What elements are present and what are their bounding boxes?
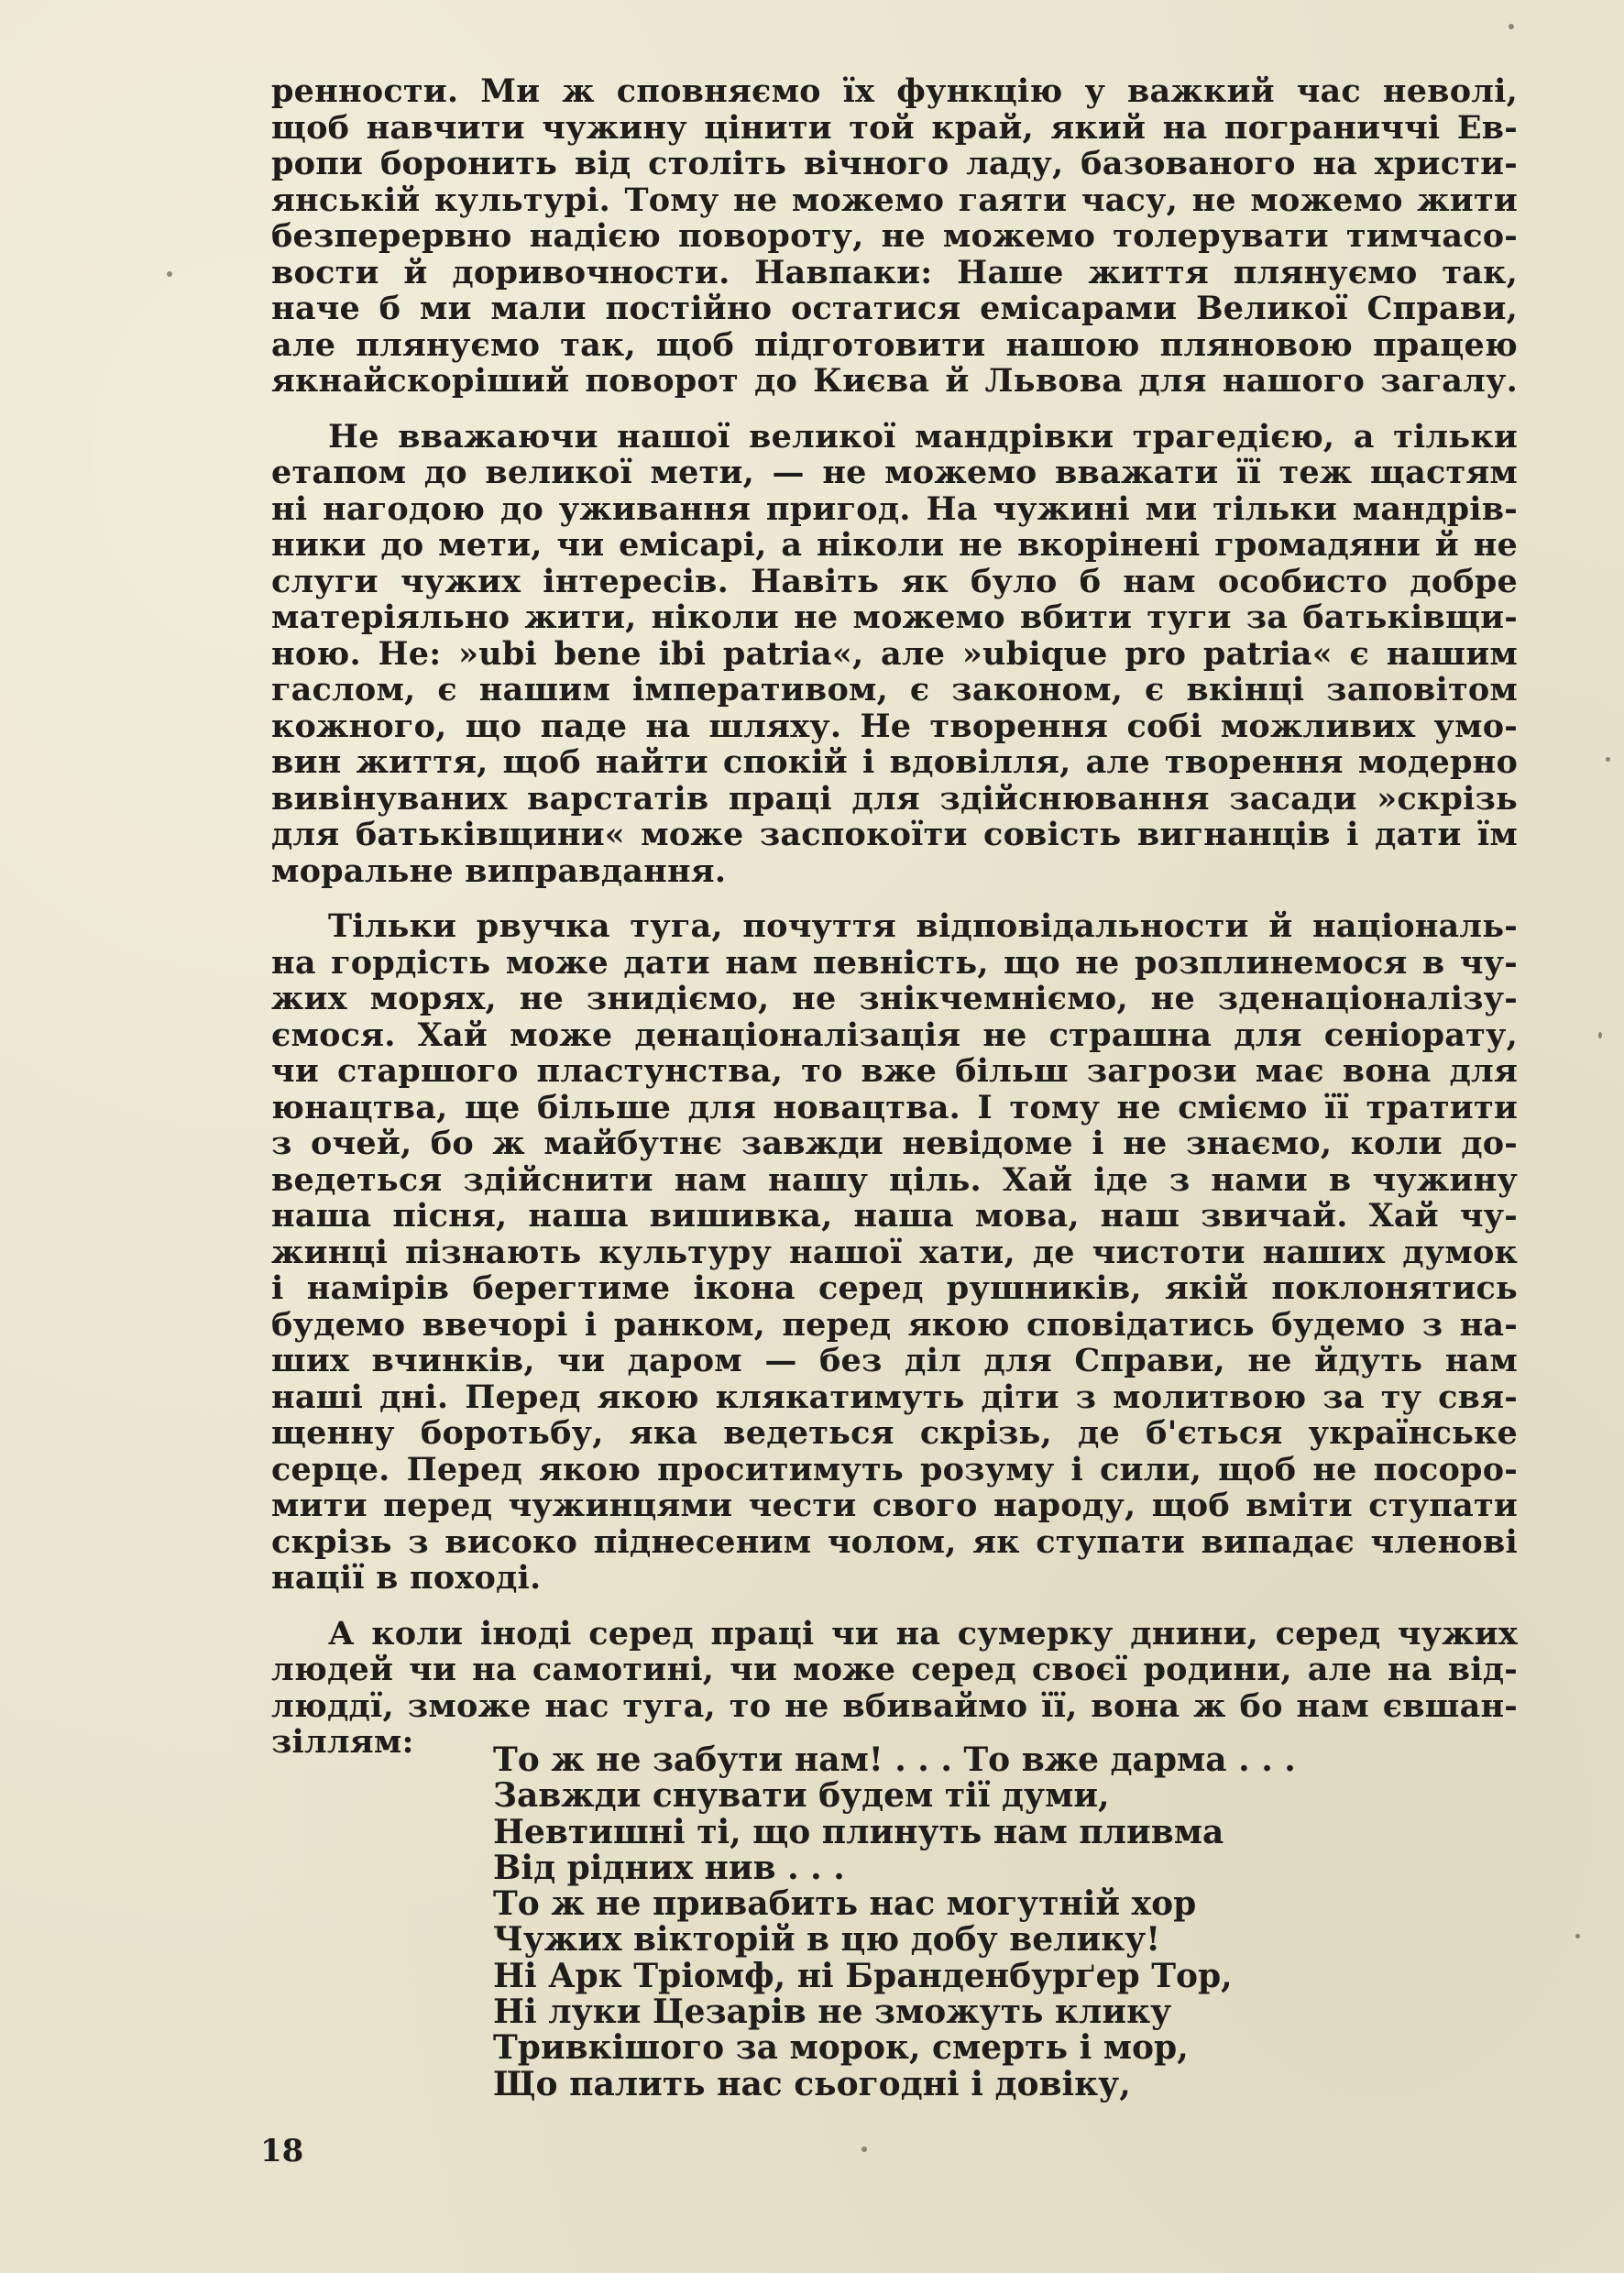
scan-speck	[1575, 1934, 1580, 1938]
text-line: наша пісня, наша вишивка, наша мова, наш звичай. Хай чу-	[271, 1197, 1518, 1235]
poem-line: Завжди снувати будем тії думи,	[493, 1776, 1110, 1816]
text-line: кожного, що паде на шляху. Не творення собі можливих умо-	[271, 707, 1518, 745]
text-line: вивінуваних варстатів праці для здійснювання засади »скрізь	[271, 779, 1518, 818]
text-line: вин життя, щоб найти спокій і вдовілля, але творення модерно	[271, 743, 1518, 781]
paragraph-3	[271, 908, 1518, 1597]
text-line: жинці пізнають культуру нашої хати, де чистоти наших думок	[271, 1233, 1518, 1271]
page-number: 18	[260, 2133, 304, 2169]
paragraph-4	[271, 1616, 1518, 1761]
poem-line: То ж не забути нам! . . . То вже дарма . . .	[493, 1740, 1296, 1779]
text-line: щоб навчити чужину цінити той край, який на пограниччі Ев-	[271, 108, 1518, 147]
text-line: зіллям:	[271, 1723, 414, 1761]
text-line: скрізь з високо піднесеним чолом, як ступати випадає членові	[271, 1522, 1518, 1561]
scan-speck	[1606, 757, 1610, 762]
text-line: ведеться здійснити нам нашу ціль. Хай іде з нами в чужину	[271, 1160, 1518, 1199]
text-line: Тільки рвучка туга, почуття відповідальности й національ-	[328, 907, 1518, 945]
poem-line: Тривкішого за морок, смерть і мор,	[493, 2028, 1189, 2068]
text-line: серце. Перед якою проситимуть розуму і сили, щоб не посоро-	[271, 1450, 1518, 1488]
text-line: нації в поході.	[271, 1559, 542, 1597]
paragraph-1	[271, 73, 1518, 400]
text-line: чи старшого пластунства, то вже більш загрози має вона для	[271, 1052, 1518, 1090]
text-line: людей чи на самотині, чи може серед своєї родини, але на від-	[271, 1651, 1518, 1688]
text-line: ємося. Хай може денаціоналізація не страшна для сеніорату,	[271, 1016, 1518, 1054]
paragraph-2	[271, 419, 1518, 890]
text-line: наче б ми мали постійно остатися емісарами Великої Справи,	[271, 290, 1518, 327]
paragraph-gap	[271, 400, 1518, 419]
scan-speck	[1509, 24, 1514, 29]
text-line: ших вчинків, чи даром — без діл для Справи, не йдуть нам	[271, 1342, 1518, 1379]
text-line: безперервно надією повороту, не можемо толерувати тимчасо-	[271, 217, 1518, 255]
text-line: ники до мети, чи емісарі, а ніколи не вкорінені громадяни й не	[271, 526, 1518, 564]
text-line: Не вважаючи нашої великої мандрівки трагедією, а тільки	[328, 417, 1518, 456]
text-line: моральне виправдання.	[271, 851, 727, 890]
text-line: ною. Не: »ubi bene ibi patria«, але »ubique pro patria« є нашим	[271, 634, 1518, 673]
poem-line: Невтишні ті, що плинуть нам пливма	[493, 1812, 1224, 1851]
text-line: люддї, зможе нас туга, то не вбиваймо її, вона ж бо нам євшан-	[271, 1686, 1518, 1725]
text-line: мити перед чужинцями чести свого народу, щоб вміти ступати	[271, 1487, 1518, 1524]
poem-line: Ні Арк Тріомф, ні Бранденбурґер Тор,	[493, 1956, 1233, 1995]
text-line: слуги чужих інтересів. Навіть як було б нам особисто добре	[271, 562, 1518, 600]
text-line: для батьківщини« може заспокоїти совість вигнанців і дати їм	[271, 816, 1518, 853]
text-line: жих морях, не знидіємо, не знікчемніємо, не зденаціоналізу-	[271, 980, 1518, 1017]
poem-line: То ж не привабить нас могутній хор	[493, 1884, 1197, 1924]
text-line: юнацтва, ще більше для новацтва. І тому не сміємо її тратити	[271, 1088, 1518, 1126]
poem-line: Що палить нас сьогодні і довіку,	[493, 2064, 1131, 2103]
scan-speck	[861, 2147, 867, 2152]
text-line: ні нагодою до уживання пригод. На чужині ми тільки мандрів-	[271, 489, 1518, 528]
text-line: будемо ввечорі і ранком, перед якою сповідатись будемо з на-	[271, 1305, 1518, 1344]
poem-line: Чужих вікторій в цю добу велику!	[493, 1920, 1161, 1960]
scan-speck	[1598, 1032, 1602, 1038]
text-line: але плянуємо так, щоб підготовити нашою пляновою працею	[271, 325, 1518, 364]
text-line: А коли іноді серед праці чи на сумерку днини, серед чужих	[328, 1614, 1518, 1653]
text-line: янській культурі. Тому не можемо гаяти часу, не можемо жити	[271, 181, 1518, 219]
text-line: щенну боротьбу, яка ведеться скрізь, де б'ється українське	[271, 1414, 1518, 1452]
text-line: якнайскоріший поворот до Києва й Львова для нашого загалу.	[271, 362, 1518, 400]
text-line: матеріяльно жити, ніколи не можемо вбити туги за батьківщи-	[271, 598, 1518, 636]
body-text	[271, 73, 1518, 1761]
text-line: з очей, бо ж майбутнє завжди невідоме і не знаємо, коли до-	[271, 1125, 1518, 1162]
paragraph-gap	[271, 1597, 1518, 1616]
text-line: ропи боронить від століть вічного ладу, базованого на христи-	[271, 145, 1518, 182]
text-line: наші дні. Перед якою клякатимуть діти з молитвою за ту свя-	[271, 1378, 1518, 1416]
text-line: і намірів берегтиме ікона серед рушників, якій поклонятись	[271, 1269, 1518, 1307]
text-line: гаслом, є нашим імперативом, є законом, є вкінці заповітом	[271, 671, 1518, 708]
text-line: етапом до великої мети, — не можемо вважати її теж щастям	[271, 454, 1518, 491]
poem-line: Від рідних нив . . .	[493, 1848, 845, 1887]
text-line: на гордість може дати нам певність, що не розплинемося в чу-	[271, 943, 1518, 982]
poem-line: Ні луки Цезарів не зможуть клику	[493, 1993, 1172, 2032]
scan-speck	[167, 271, 172, 277]
poem-block	[493, 1742, 1318, 2103]
paragraph-gap	[271, 889, 1518, 908]
text-line: вости й доривочности. Навпаки: Наше життя плянуємо так,	[271, 253, 1518, 291]
text-line: ренности. Ми ж сповняємо їх функцію у важкий час неволі,	[271, 72, 1518, 110]
